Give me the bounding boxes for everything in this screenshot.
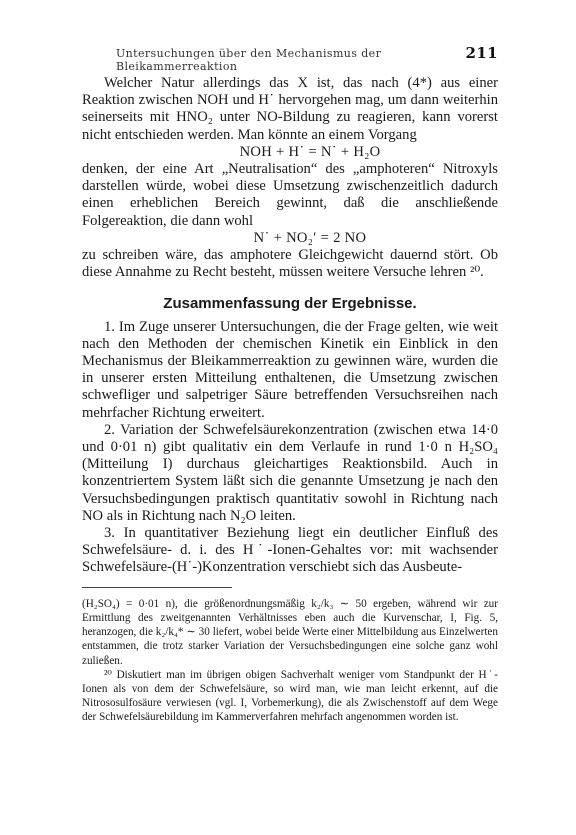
summary-item-1: 1. Im Zuge unserer Untersuchungen, die der Frage gelten, wie weit nach den Methoden der chemischen Kinetik ein Einblick in den Mechanismus der Bleikammerreaktion zu gewinnen wäre, wurden die in unserer ersten Mitteilung enthaltenen, die Umsetzung zwischen schwefliger und salpetriger Säure betreffenden Versuchsreihen nach mehrfacher Richtung erweitert. xyxy=(82,318,498,421)
page xyxy=(82,44,498,725)
footnote-continued: (H₂SO₄) = 0·01 n), die größenordnungsmäßig k₂/k₃ ∼ 50 ergeben, während wir zur Ermittlung des zweitgenannten Verhältnisses eben auch die Kurvenschar, I, Fig. 5, heranzogen, die k₂/k₄* ∼ 30 liefert, wobei beide Werte einer Mittelbildung aus Einzelwerten entstammen, die trotz starker Variation der Versuchsbedingungen eine solche ganz wohl zuließen. xyxy=(82,597,498,667)
running-head-title: Untersuchungen über den Mechanismus der Bleikammerreaktion xyxy=(116,47,382,73)
running-head xyxy=(82,44,498,73)
footnote-divider xyxy=(82,587,232,588)
page-number: 211 xyxy=(465,44,498,62)
equation-1: NOH + H˙ = N˙ + H₂O xyxy=(239,143,381,160)
body-text xyxy=(82,75,498,577)
footnote-20: ²⁰ Diskutiert man im übrigen obigen Sachverhalt weniger vom Standpunkt der H˙-Ionen als von dem der Schwefelsäure, so wird man, wie man leicht erkennt, auf die Nitrososulfosäure verwiesen (vgl. I, Vorbemerkung), die als Zwischenstoff auf dem Wege der Schwefelsäurebildung im Kammerverfahren mehrfach angenommen worden ist. xyxy=(82,668,498,724)
equation-2: N˙ + NO₂′ = 2 NO xyxy=(253,229,367,246)
paragraph-1: Welcher Natur allerdings das X ist, das nach (4*) aus einer Reaktion zwischen NOH und H˙ hervorgehen mag, um dann weiterhin seinerseits mit HNO₂ unter NO-Bildung zu reagieren, kann vorerst nicht entschieden werden. Man könnte an einem Vorgang xyxy=(82,75,498,143)
section-heading: Zusammenfassung der Ergebnisse. xyxy=(163,295,417,313)
paragraph-3: zu schreiben wäre, das amphotere Gleichgewicht dauernd stört. Ob diese Annahme zu Recht besteht, müssen weitere Versuche lehren ²⁰. xyxy=(82,247,498,281)
paragraph-2: denken, der eine Art „Neutralisation“ des „amphoteren“ Nitroxyls darstellen würde, wobei diese Umsetzung zwischenzeitlich dadurch einen erheblichen Bereich gewinnt, daß die anschließende Folgereaktion, die dann wohl xyxy=(82,161,498,229)
summary-item-3: 3. In quantitativer Beziehung liegt ein deutlicher Einfluß des Schwefelsäure- d. i. des H˙-Ionen-Gehaltes vor: mit wachsender Schwefelsäure-(H˙-)Konzentration verschiebt sich das Ausbeute- xyxy=(82,525,498,576)
summary-item-2: 2. Variation der Schwefelsäurekonzentration (zwischen etwa 14·0 und 0·01 n) gibt qualitativ ein dem Verlaufe in rund 1·0 n H₂SO₄ (Mitteilung I) durchaus gleichartiges Reaktionsbild. Auch in konzentriertem System läßt sich die genannte Umsetzung je nach den Versuchsbedingungen praktisch quantitativ sowohl in Richtung nach NO als in Richtung nach N₂O leiten. xyxy=(82,421,498,524)
footnotes xyxy=(82,597,498,725)
